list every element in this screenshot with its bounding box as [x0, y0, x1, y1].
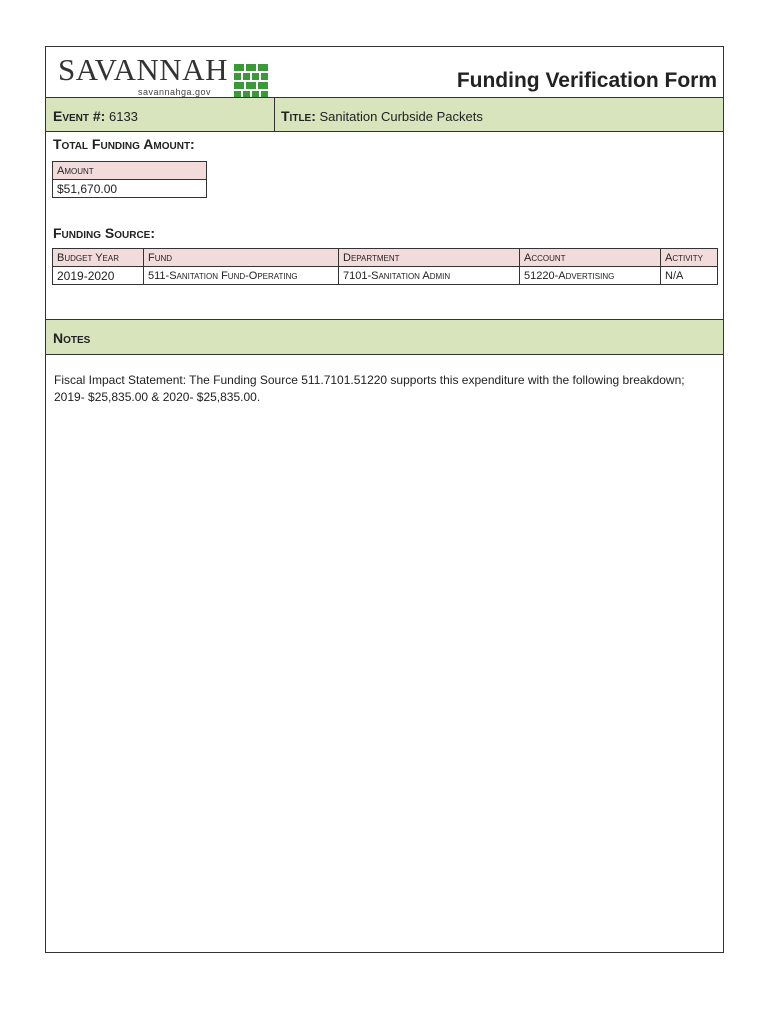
amount-value: $51,670.00	[53, 180, 207, 198]
account-cell: 51220-Advertising	[520, 267, 661, 285]
funding-source-label: Funding Source:	[53, 225, 155, 241]
notes-bar	[46, 319, 723, 355]
title-label: Title:	[281, 108, 316, 124]
form-title: Funding Verification Form	[456, 69, 717, 92]
notes-label-text: Notes	[53, 330, 91, 346]
amount-table	[52, 161, 207, 198]
event-bar	[46, 97, 723, 132]
activity-cell: N/A	[661, 267, 718, 285]
city-grid-icon	[233, 63, 269, 99]
savannah-logo	[58, 53, 258, 97]
form-frame	[45, 46, 724, 953]
column-header: Budget Year	[53, 249, 144, 267]
title-value: Sanitation Curbside Packets	[319, 109, 483, 124]
column-header: Fund	[144, 249, 339, 267]
bar-divider	[274, 98, 275, 131]
department-cell: 7101-Sanitation Admin	[339, 267, 520, 285]
column-header: Activity	[661, 249, 718, 267]
funding-source-table	[52, 248, 718, 285]
table-header-row	[53, 249, 718, 267]
fund-cell: 511-Sanitation Fund-Operating	[144, 267, 339, 285]
column-header: Account	[520, 249, 661, 267]
logo-url: savannahga.gov	[138, 87, 212, 97]
notes-text: Fiscal Impact Statement: The Funding Source 511.7101.51220 supports this expenditure with the following breakdown; 2019- $25,835.00 & 2020- $25,835.00.	[54, 373, 685, 404]
event-label: Event #:	[53, 108, 106, 124]
column-header: Department	[339, 249, 520, 267]
event-number	[53, 108, 138, 124]
logo-wordmark: SAVANNAH	[58, 52, 228, 87]
total-funding-label: Total Funding Amount:	[53, 136, 195, 152]
event-value: 6133	[108, 109, 138, 124]
notes-label	[53, 330, 90, 346]
amount-header: Amount	[53, 162, 207, 180]
table-row	[53, 267, 718, 285]
budget-year-cell: 2019-2020	[53, 267, 144, 285]
event-title	[281, 108, 483, 124]
